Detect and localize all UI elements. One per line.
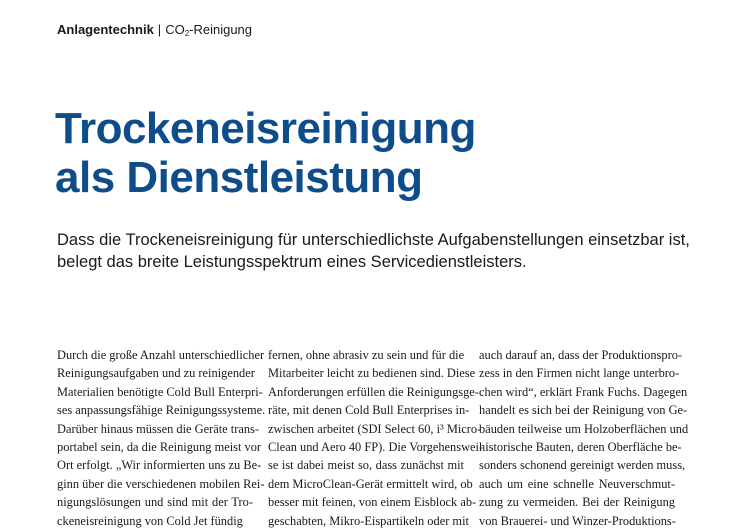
body-text-line: besser mit feinen, von einem Eisblock ab- [268, 495, 477, 510]
article-lead [57, 229, 690, 273]
body-text-line: zess in den Firmen nicht lange unterbro- [479, 366, 680, 381]
body-text-line: historische Bauten, deren Oberfläche be- [479, 440, 682, 455]
body-text-line: ckeneisreinigung von Cold Jet fündig [57, 513, 243, 528]
body-text-line: nigungslösungen und sind mit der Tro- [57, 495, 253, 510]
body-text-line: Anforderungen erfüllen die Reinigungsge- [268, 384, 479, 399]
body-text-line: Materialien benötigte Cold Bull Enterpri- [57, 384, 263, 399]
body-text-line: auch um eine schnelle Neuverschmut- [479, 476, 675, 491]
body-text-line: Durch die große Anzahl unterschiedlicher [57, 348, 265, 362]
body-text-line: dem MicroClean-Gerät ermittelt wird, ob [268, 476, 473, 491]
body-text-line: se ist dabei meist so, dass zunächst mit [268, 458, 464, 473]
body-text-line: auch darauf an, dass der Produktionspro- [479, 348, 683, 362]
header-topic-prefix: CO [165, 22, 185, 37]
body-text-line: räte, mit denen Cold Bull Enterprises in- [268, 403, 470, 418]
body-text-line: fernen, ohne abrasiv zu sein und für die [268, 348, 465, 362]
body-column-3 [479, 346, 689, 530]
body-text-line: zwischen arbeitet (SDI Select 60, i³ Micro- [268, 421, 482, 436]
body-text-line: chen wird“, erklärt Frank Fuchs. Dagegen [479, 384, 688, 399]
article-title-line-2: als Dienstleistung [55, 153, 423, 202]
article-title [55, 104, 476, 202]
running-header [57, 22, 252, 42]
body-text-line: bäuden teilweise um Holzoberflächen und [479, 421, 689, 436]
body-text-line: Reinigungsaufgaben und zu reinigender [57, 366, 255, 381]
body-text-line: portabel sein, da die Reinigung meist vor [57, 440, 262, 455]
header-section: Anlagentechnik [57, 22, 154, 37]
body-text-line: ses anpassungsfähige Reinigungssysteme. [57, 403, 266, 418]
body-text-line: ginn über die verschiedenen mobilen Rei- [57, 476, 265, 491]
header-separator: | [157, 22, 162, 37]
body-text-line: handelt es sich bei der Reinigung von Ge- [479, 403, 688, 418]
header-topic-suffix: -Reinigung [189, 22, 253, 37]
body-text-line: Darüber hinaus müssen die Geräte trans- [57, 421, 259, 436]
body-column-2 [268, 346, 484, 530]
body-text-line: sonders schonend gereinigt werden muss, [479, 458, 686, 473]
article-title-line-1: Trockeneisreinigung [55, 104, 476, 153]
article-lead-line-2: belegt das breite Leistungsspektrum eines Servicedienstleisters. [57, 253, 527, 271]
body-column-1 [57, 346, 266, 530]
header-topic-subscript: 2 [184, 29, 190, 38]
article-lead-line-1: Dass die Trockeneisreinigung für unterschiedlichste Aufgabenstellungen einsetzbar ist, [57, 231, 690, 249]
body-text-line: Clean und Aero 40 FP). Die Vorgehenswei- [268, 440, 484, 455]
body-text-line: zung zu vermeiden. Bei der Reinigung [479, 495, 675, 510]
body-text-line: Mitarbeiter leicht zu bedienen sind. Diese [268, 366, 476, 381]
body-text-line: Ort erfolgt. „Wir informierten uns zu Be- [57, 458, 262, 473]
header-topic [165, 22, 252, 37]
body-text-line: von Brauerei- und Winzer-Produktions- [479, 513, 676, 528]
body-text-line: geschabten, Mikro-Eispartikeln oder mit [268, 513, 469, 528]
